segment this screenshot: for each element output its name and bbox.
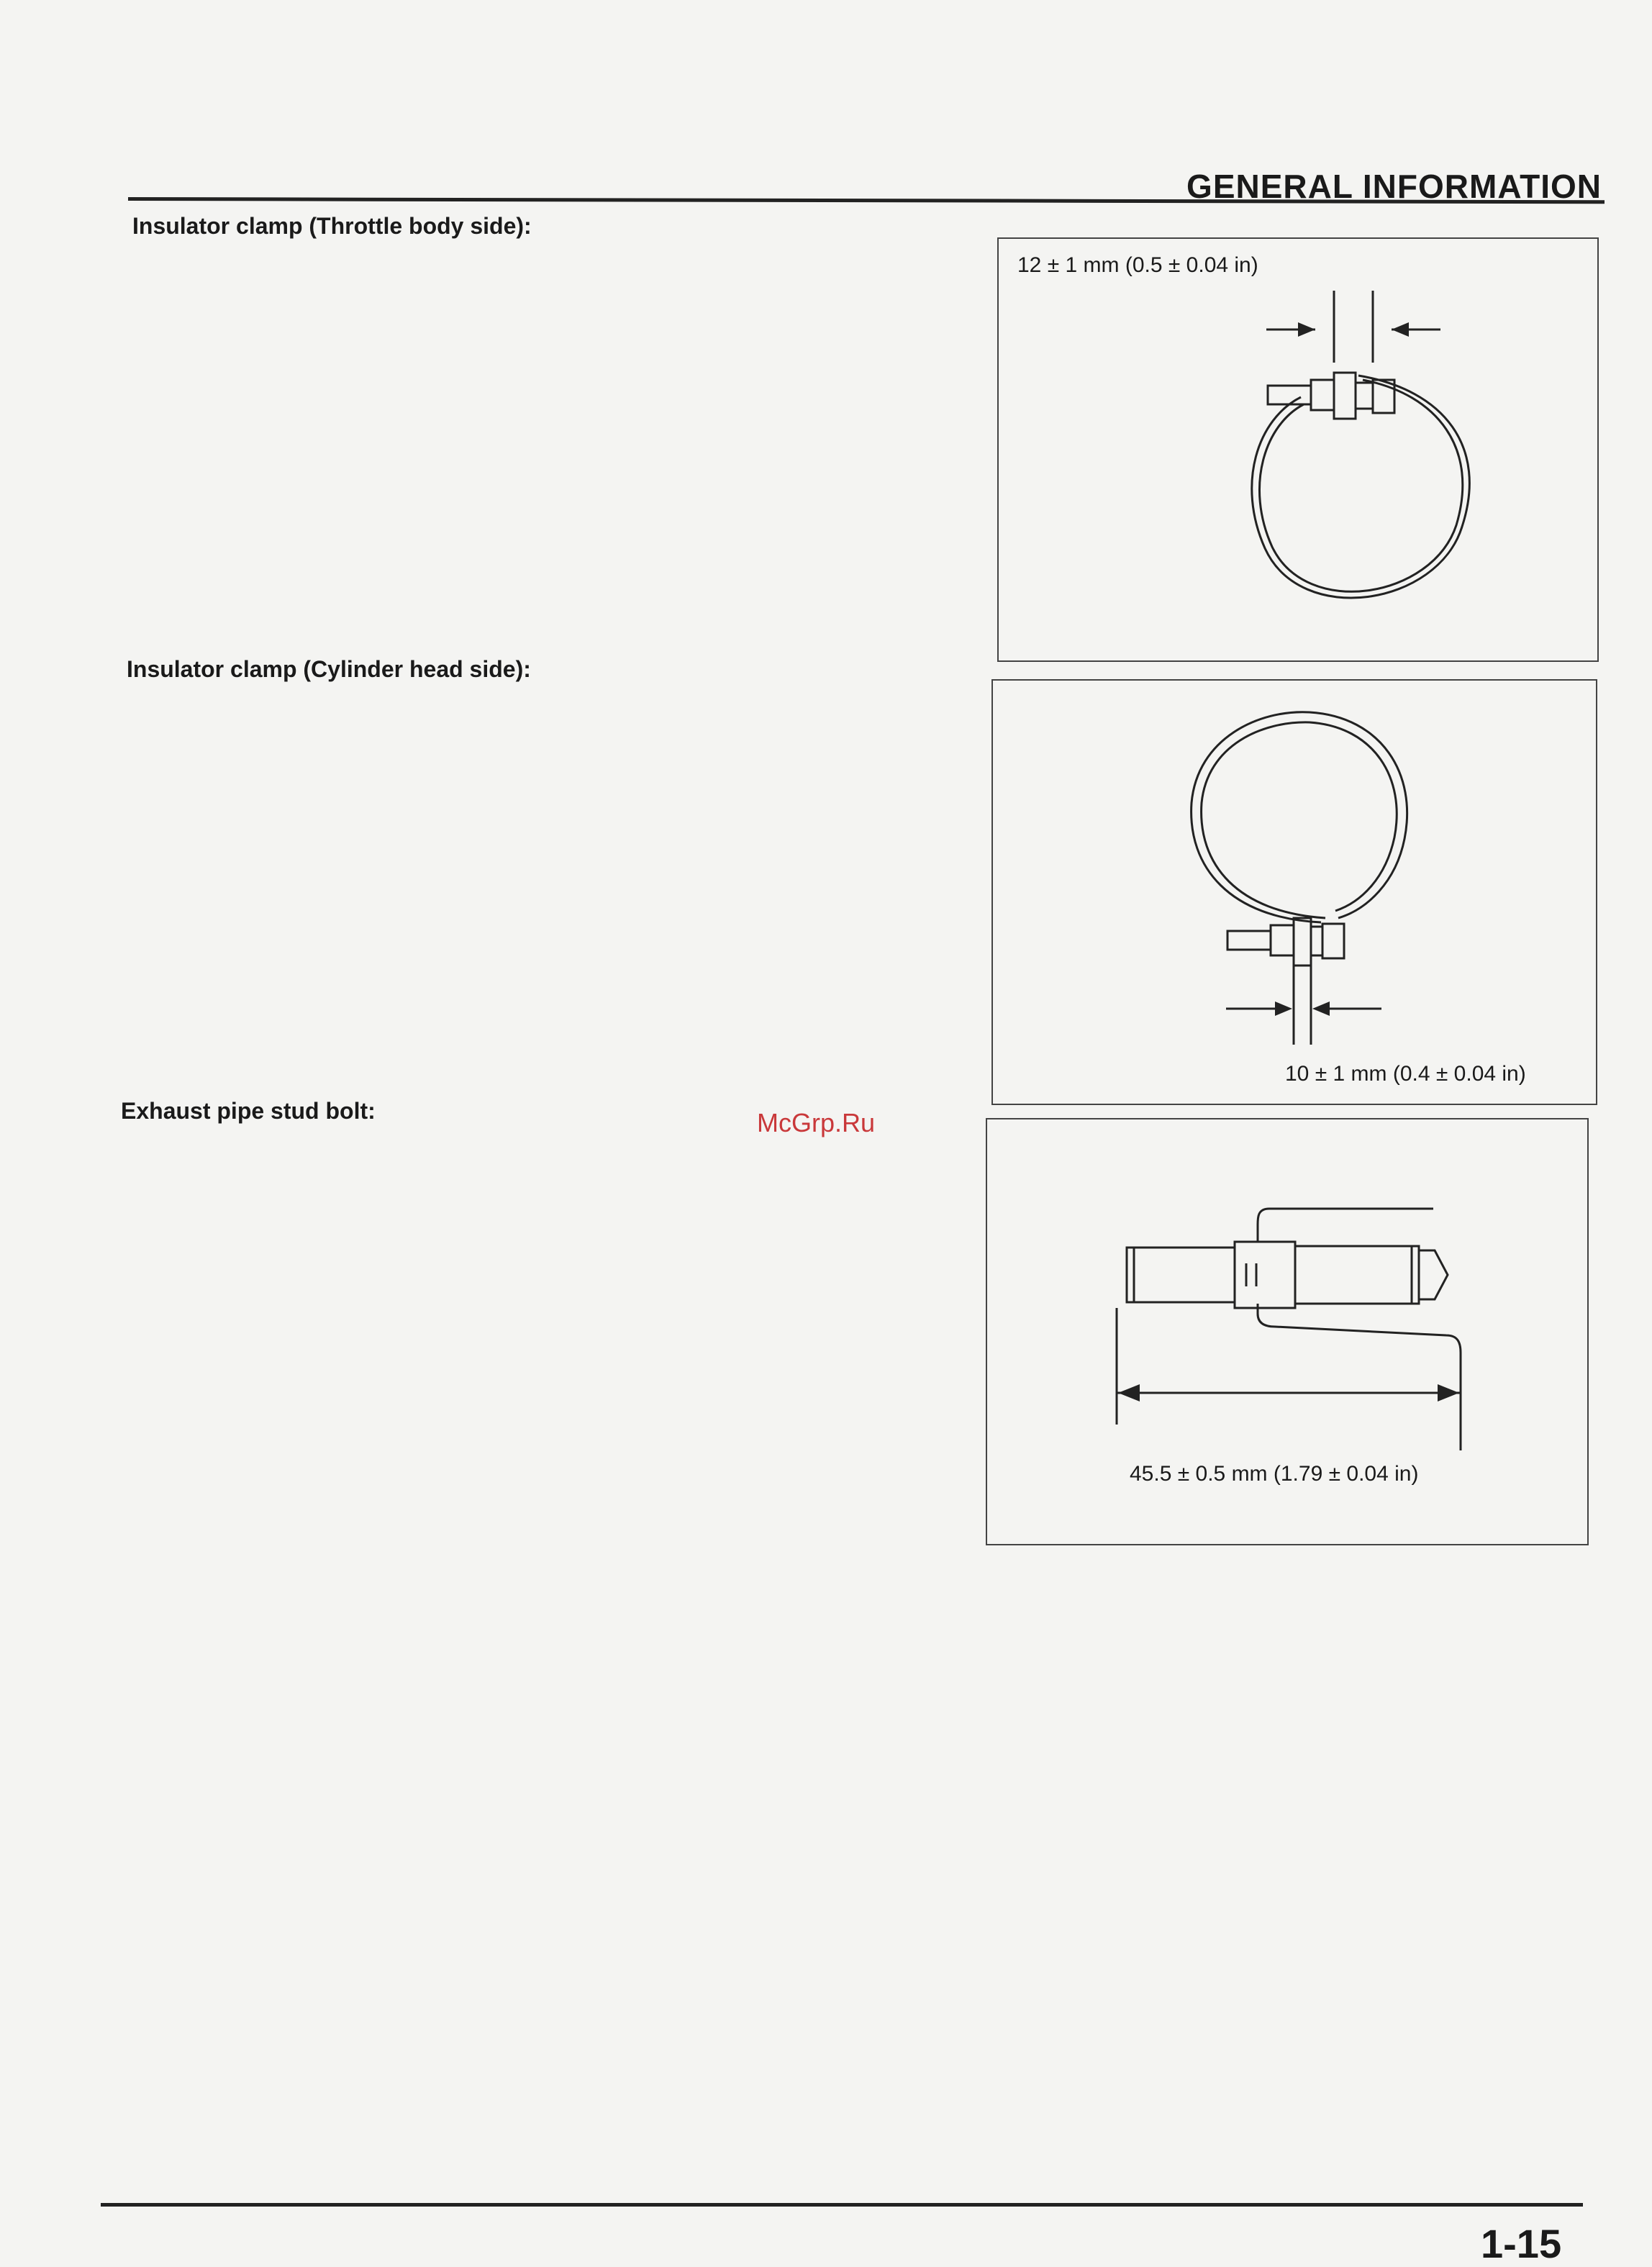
watermark: McGrp.Ru [757,1108,876,1137]
dimension-throttle-clamp: 12 ± 1 mm (0.5 ± 0.04 in) [1017,253,1258,277]
footer-rule [101,2203,1583,2207]
section-label-exhaust-stud: Exhaust pipe stud bolt: [121,1098,376,1124]
section-label-throttle-clamp: Insulator clamp (Throttle body side): [132,213,532,239]
cylinder-clamp-drawing [993,681,1599,1107]
figure-exhaust-stud [986,1118,1589,1545]
section-label-cylinder-clamp: Insulator clamp (Cylinder head side): [127,656,531,682]
throttle-clamp-drawing [999,239,1600,663]
figure-throttle-clamp [997,237,1599,662]
page-title: GENERAL INFORMATION [1186,168,1602,205]
figure-cylinder-clamp [991,679,1597,1105]
dimension-cylinder-clamp: 10 ± 1 mm (0.4 ± 0.04 in) [1285,1062,1526,1086]
page-number: 1-15 [1481,2221,1562,2266]
dimension-exhaust-stud: 45.5 ± 0.5 mm (1.79 ± 0.04 in) [1130,1462,1419,1486]
